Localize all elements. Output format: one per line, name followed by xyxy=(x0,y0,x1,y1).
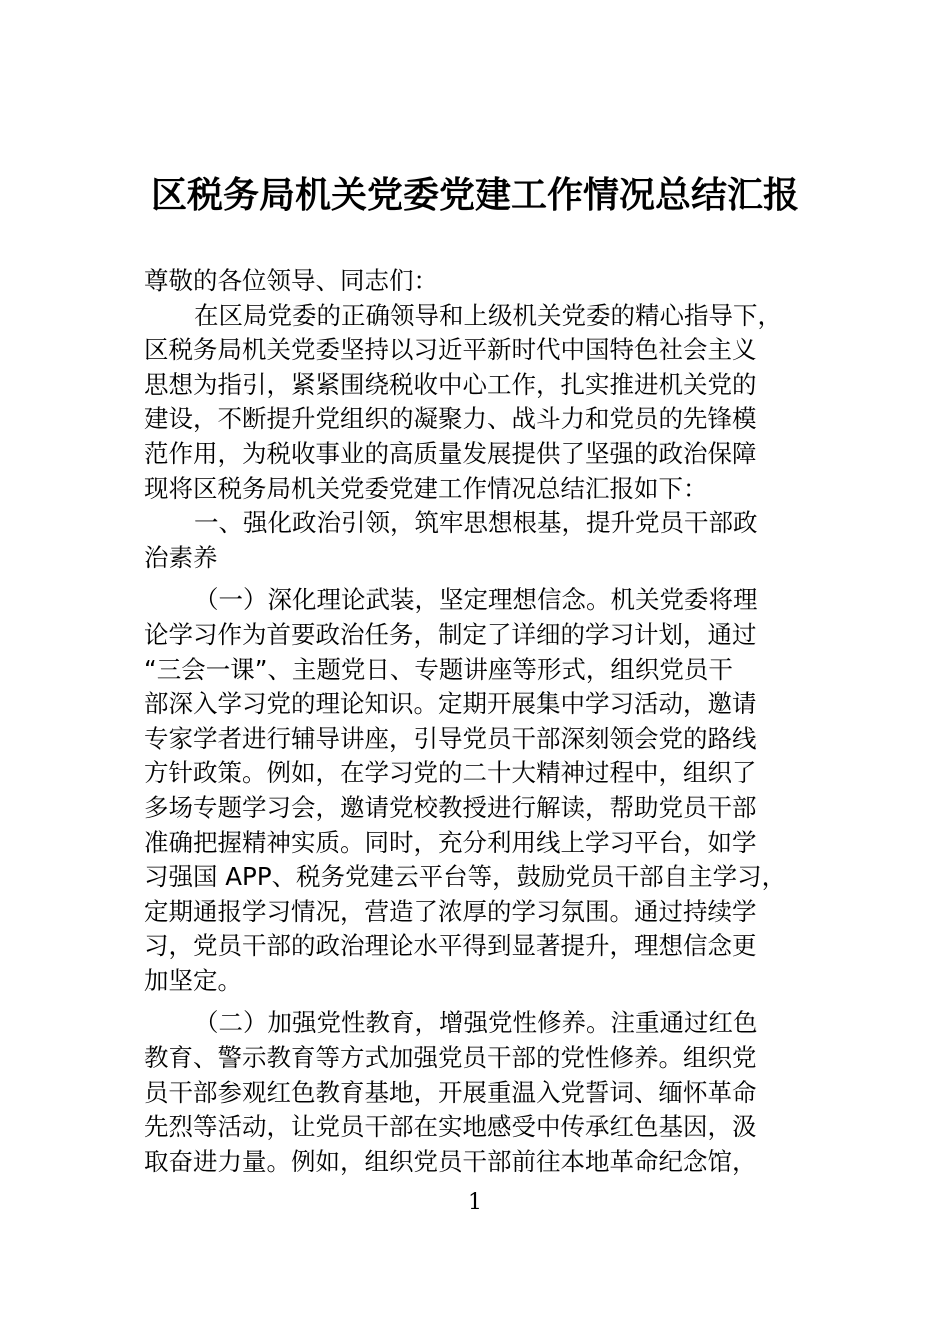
document-title: 区税务局机关党委党建工作情况总结汇报 xyxy=(150,175,799,216)
subsection-2-line: 先烈等活动，让党员干部在实地感受中传承红色基因，汲 xyxy=(144,1112,757,1142)
subsection-2-line: 员干部参观红色教育基地，开展重温入党誓词、缅怀革命 xyxy=(144,1077,757,1107)
subsection-1-line: 习强国 APP、税务党建云平台等，鼓励党员干部自主学习， xyxy=(144,862,787,892)
subsection-1-line: 加坚定。 xyxy=(144,965,242,995)
subsection-2-line: （二）加强党性教育，增强党性修养。注重通过红色 xyxy=(194,1008,758,1038)
subsection-1-line: “三会一课”、主题党日、专题讲座等形式，组织党员干 xyxy=(144,654,733,684)
subsection-1-line: （一）深化理论武装，坚定理想信念。机关党委将理 xyxy=(194,585,758,615)
subsection-2-line: 教育、警示教育等方式加强党员干部的党性修养。组织党 xyxy=(144,1043,757,1073)
document-body xyxy=(144,264,834,1179)
intro-paragraph-line: 建设，不断提升党组织的凝聚力、战斗力和党员的先锋模 xyxy=(144,404,757,434)
subsection-1-line: 部深入学习党的理论知识。定期开展集中学习活动，邀请 xyxy=(144,689,757,719)
intro-paragraph-line: 在区局党委的正确领导和上级机关党委的精心指导下， xyxy=(194,300,782,330)
subsection-1-line: 定期通报学习情况，营造了浓厚的学习氛围。通过持续学 xyxy=(144,896,757,926)
intro-paragraph-line: 现将区税务局机关党委党建工作情况总结汇报如下： xyxy=(144,473,708,503)
intro-paragraph-line: 思想为指引，紧紧围绕税收中心工作，扎实推进机关党的 xyxy=(144,369,757,399)
subsection-1-line: 论学习作为首要政治任务，制定了详细的学习计划，通过 xyxy=(144,619,757,649)
page-number: 1 xyxy=(468,1190,482,1215)
intro-paragraph-line: 区税务局机关党委坚持以习近平新时代中国特色社会主义 xyxy=(144,335,757,365)
intro-paragraph-line: 范作用，为税收事业的高质量发展提供了坚强的政治保障 xyxy=(144,438,757,468)
subsection-2-line: 取奋进力量。例如，组织党员干部前往本地革命纪念馆， xyxy=(144,1146,757,1176)
subsection-1-line: 方针政策。例如，在学习党的二十大精神过程中，组织了 xyxy=(144,758,757,788)
section-heading-line: 一、强化政治引领，筑牢思想根基，提升党员干部政 xyxy=(194,508,758,538)
subsection-1-line: 准确把握精神实质。同时，充分利用线上学习平台，如学 xyxy=(144,827,757,857)
subsection-1-line: 多场专题学习会，邀请党校教授进行解读，帮助党员干部 xyxy=(144,792,757,822)
section-heading-line: 治素养 xyxy=(144,542,218,572)
subsection-1-line: 专家学者进行辅导讲座，引导党员干部深刻领会党的路线 xyxy=(144,723,757,753)
subsection-1-line: 习，党员干部的政治理论水平得到显著提升，理想信念更 xyxy=(144,931,757,961)
salutation-line: 尊敬的各位领导、同志们： xyxy=(144,266,438,295)
